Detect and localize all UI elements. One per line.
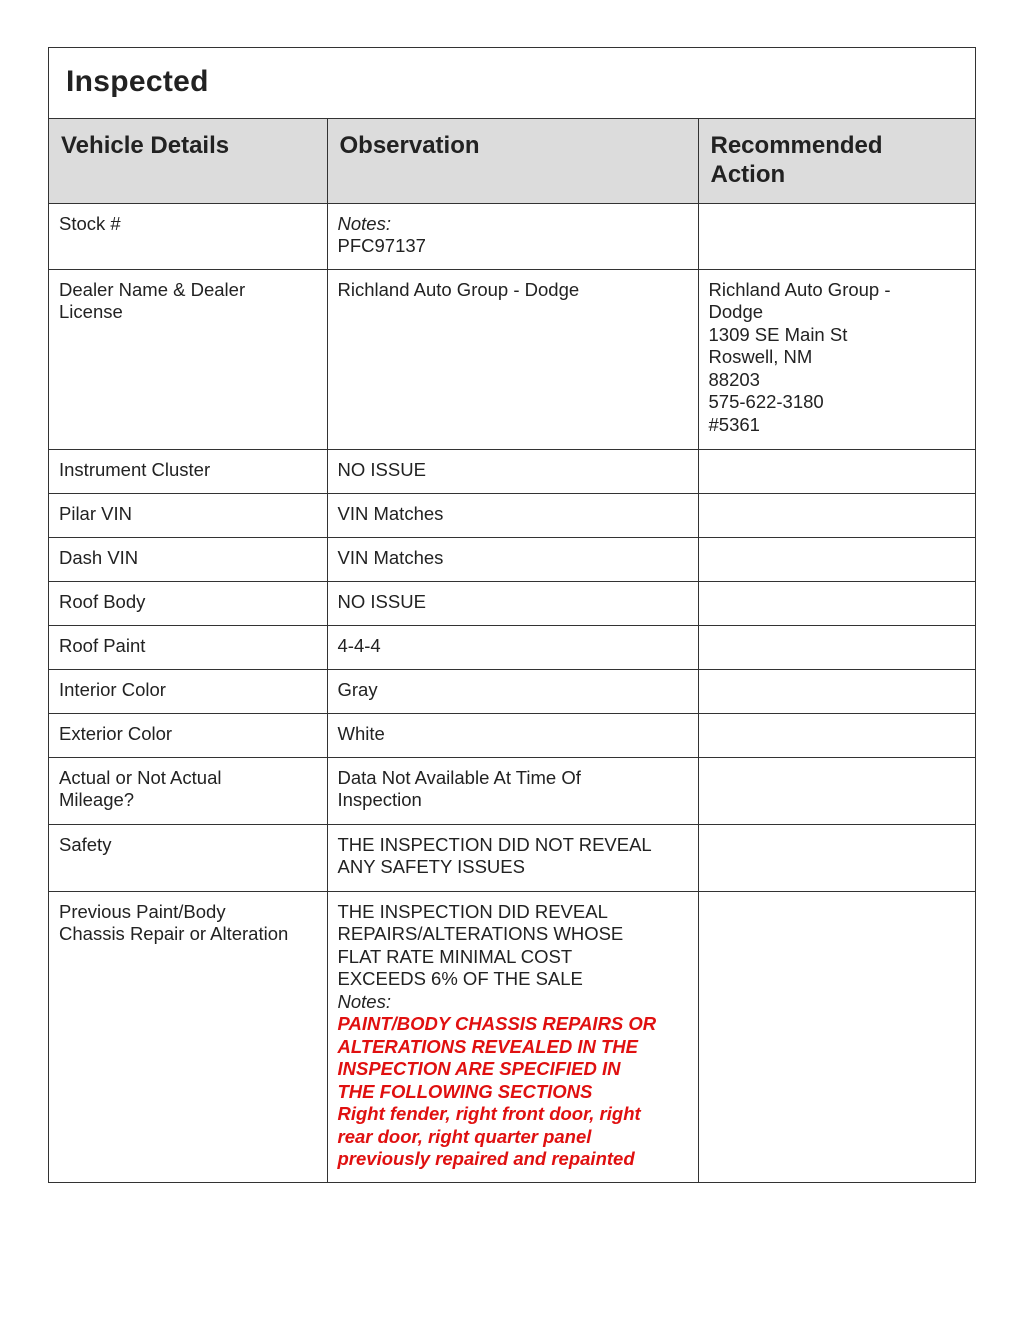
value-exterior-color: White (327, 713, 698, 757)
value-safety-line2: ANY SAFETY ISSUES (337, 856, 525, 877)
value-paint-line3: FLAT RATE MINIMAL COST (337, 945, 573, 967)
value-interior-color: Gray (327, 669, 698, 713)
value-roof-body: NO ISSUE (327, 581, 698, 625)
header-recommended-line1: Recommended (710, 132, 883, 159)
row-dealer (49, 269, 975, 449)
action-stock (698, 203, 975, 269)
row-instrument-cluster (49, 449, 975, 493)
label-instrument-cluster: Instrument Cluster (49, 449, 327, 493)
value-paint-line2: REPAIRS/ALTERATIONS WHOSE (337, 923, 624, 944)
header-vehicle-details: Vehicle Details (49, 119, 327, 203)
label-pilar-vin: Pilar VIN (49, 493, 327, 537)
action-exterior-color (698, 713, 975, 757)
value-previous-paint (327, 891, 698, 1182)
value-mileage-line1: Data Not Available At Time Of (337, 766, 581, 788)
label-dash-vin: Dash VIN (49, 537, 327, 581)
action-interior-color (698, 669, 975, 713)
alert-line3: INSPECTION ARE SPECIFIED IN (337, 1058, 621, 1079)
label-roof-paint: Roof Paint (49, 625, 327, 669)
value-stock (327, 203, 698, 269)
value-paint-line4: EXCEEDS 6% OF THE SALE (337, 968, 583, 989)
value-roof-paint: 4-4-4 (327, 625, 698, 669)
alert-line6: rear door, right quarter panel (337, 1125, 592, 1147)
alert-line4: THE FOLLOWING SECTIONS (337, 1080, 593, 1102)
row-mileage (49, 757, 975, 824)
label-dealer (49, 269, 327, 449)
action-mileage (698, 757, 975, 824)
label-previous-paint-line2: Chassis Repair or Alteration (59, 923, 289, 944)
dealer-zip: 88203 (708, 368, 760, 390)
label-mileage (49, 757, 327, 824)
alert-line5: Right fender, right front door, right (337, 1103, 641, 1124)
label-mileage-line2: Mileage? (59, 789, 135, 810)
dealer-phone: 575-622-3180 (708, 391, 824, 412)
header-row (49, 119, 975, 203)
label-roof-body: Roof Body (49, 581, 327, 625)
row-pilar-vin (49, 493, 975, 537)
dealer-name-line2: Dodge (708, 301, 764, 322)
header-recommended-line2: Action (710, 161, 786, 188)
row-dash-vin (49, 537, 975, 581)
alert-line2: ALTERATIONS REVEALED IN THE (337, 1035, 638, 1057)
value-mileage (327, 757, 698, 824)
row-previous-paint (49, 891, 975, 1182)
action-pilar-vin (698, 493, 975, 537)
value-mileage-line2: Inspection (337, 789, 422, 810)
inspection-table (49, 119, 975, 1182)
value-instrument-cluster: NO ISSUE (327, 449, 698, 493)
label-stock: Stock # (49, 203, 327, 269)
inspection-sheet (48, 47, 976, 1183)
stock-number: PFC97137 (337, 235, 426, 256)
row-interior-color (49, 669, 975, 713)
label-dealer-line2: License (59, 301, 123, 322)
row-roof-paint (49, 625, 975, 669)
label-dealer-line1: Dealer Name & Dealer (59, 278, 246, 300)
row-roof-body (49, 581, 975, 625)
value-pilar-vin: VIN Matches (327, 493, 698, 537)
page-title: Inspected (66, 65, 209, 98)
action-roof-paint (698, 625, 975, 669)
notes-label: Notes: (337, 990, 391, 1012)
label-interior-color: Interior Color (49, 669, 327, 713)
row-exterior-color (49, 713, 975, 757)
alert-line1: PAINT/BODY CHASSIS REPAIRS OR (337, 1013, 657, 1034)
value-safety-line1: THE INSPECTION DID NOT REVEAL (337, 833, 652, 855)
label-exterior-color: Exterior Color (49, 713, 327, 757)
dealer-name-line1: Richland Auto Group - (708, 278, 891, 300)
value-paint-line1: THE INSPECTION DID REVEAL (337, 900, 608, 922)
action-dash-vin (698, 537, 975, 581)
header-observation: Observation (327, 119, 698, 203)
header-recommended-action (698, 119, 975, 203)
alert-line7: previously repaired and repainted (337, 1148, 635, 1169)
label-previous-paint-line1: Previous Paint/Body (59, 900, 226, 922)
title-row (49, 48, 975, 119)
row-stock (49, 203, 975, 269)
dealer-city: Roswell, NM (708, 346, 813, 367)
action-instrument-cluster (698, 449, 975, 493)
value-dealer: Richland Auto Group - Dodge (327, 269, 698, 449)
row-safety (49, 824, 975, 891)
dealer-street: 1309 SE Main St (708, 323, 848, 345)
action-dealer (698, 269, 975, 449)
action-roof-body (698, 581, 975, 625)
action-previous-paint (698, 891, 975, 1182)
value-dash-vin: VIN Matches (327, 537, 698, 581)
notes-label: Notes: (337, 212, 391, 234)
action-safety (698, 824, 975, 891)
label-mileage-line1: Actual or Not Actual (59, 766, 222, 788)
dealer-license-number: #5361 (708, 413, 760, 435)
label-safety: Safety (49, 824, 327, 891)
label-previous-paint (49, 891, 327, 1182)
value-safety (327, 824, 698, 891)
